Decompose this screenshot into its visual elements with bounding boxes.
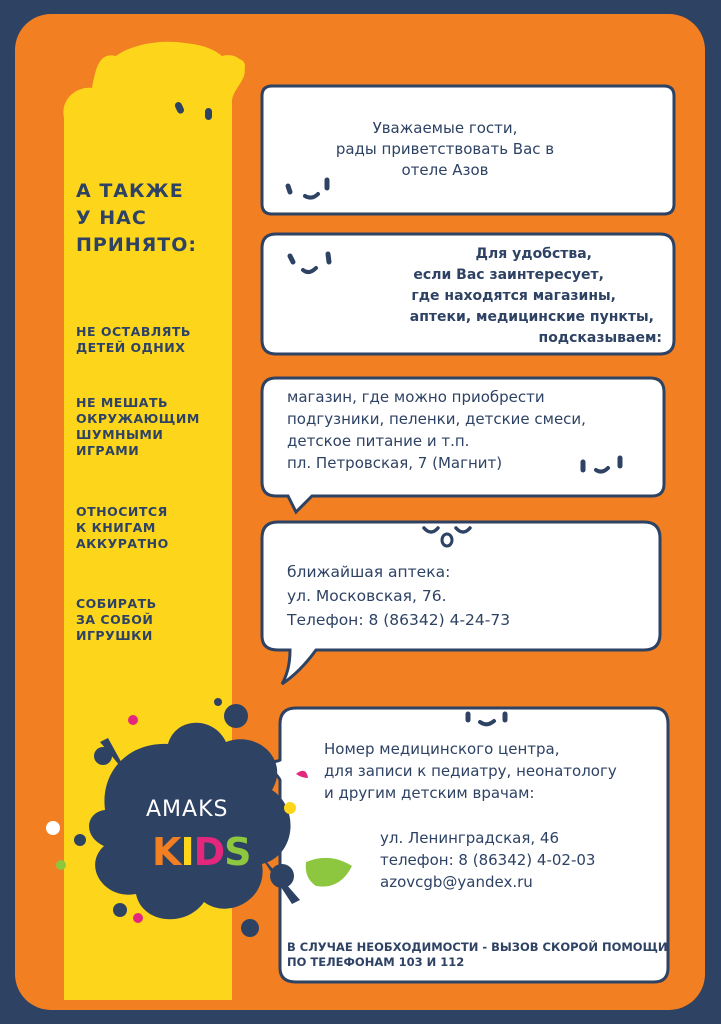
- medical-contacts-text: ул. Ленинградская, 46 телефон: 8 (86342) 4-02-03 azovcgb@yandex.ru: [380, 829, 596, 891]
- logo-letter: S: [224, 830, 251, 874]
- info-line: если Вас заинтересует,: [413, 267, 604, 283]
- info-line: аптеки, медицинские пункты,: [409, 309, 654, 325]
- info-line: Для удобства,: [475, 246, 592, 262]
- rule-item-children: НЕ ОСТАВЛЯТЬ ДЕТЕЙ ОДНИХ: [76, 324, 191, 355]
- rule-item-toys: СОБИРАТЬ ЗА СОБОЙ ИГРУШКИ: [76, 596, 157, 643]
- emergency-text: В СЛУЧАЕ НЕОБХОДИМОСТИ - ВЫЗОВ СКОРОЙ ПОМОЩИ ПО ТЕЛЕФОНАМ 103 И 112: [287, 940, 668, 969]
- logo-kids-text: [152, 830, 251, 874]
- info-line: подсказываем:: [538, 330, 662, 346]
- rules-title: А ТАКЖЕ У НАС ПРИНЯТО:: [76, 180, 197, 256]
- logo-letter: I: [180, 830, 194, 874]
- info-line: где находятся магазины,: [411, 288, 616, 304]
- logo-letter: D: [193, 830, 225, 874]
- logo-letter: K: [152, 830, 181, 874]
- medical-intro-text: Номер медицинского центра, для записи к педиатру, неонатологу и другим детским врачам:: [324, 740, 617, 802]
- rule-item-noise: НЕ МЕШАТЬ ОКРУЖАЮЩИМ ШУМНЫМИ ИГРАМИ: [76, 395, 200, 458]
- logo-brand-text: AMAKS: [146, 797, 229, 822]
- welcome-text: Уважаемые гости, рады приветствовать Вас в отеле Азов: [335, 119, 555, 179]
- shop-text: магазин, где можно приобрести подгузники, пеленки, детские смеси, детское питание и т.п. пл. Петровская, 7 (Магнит): [287, 388, 586, 472]
- rule-item-books: ОТНОСИТСЯ К КНИГАМ АККУРАТНО: [76, 504, 169, 551]
- pharmacy-text: ближайшая аптека: ул. Московская, 76. Телефон: 8 (86342) 4-24-73: [287, 563, 511, 629]
- info-text: [300, 244, 662, 349]
